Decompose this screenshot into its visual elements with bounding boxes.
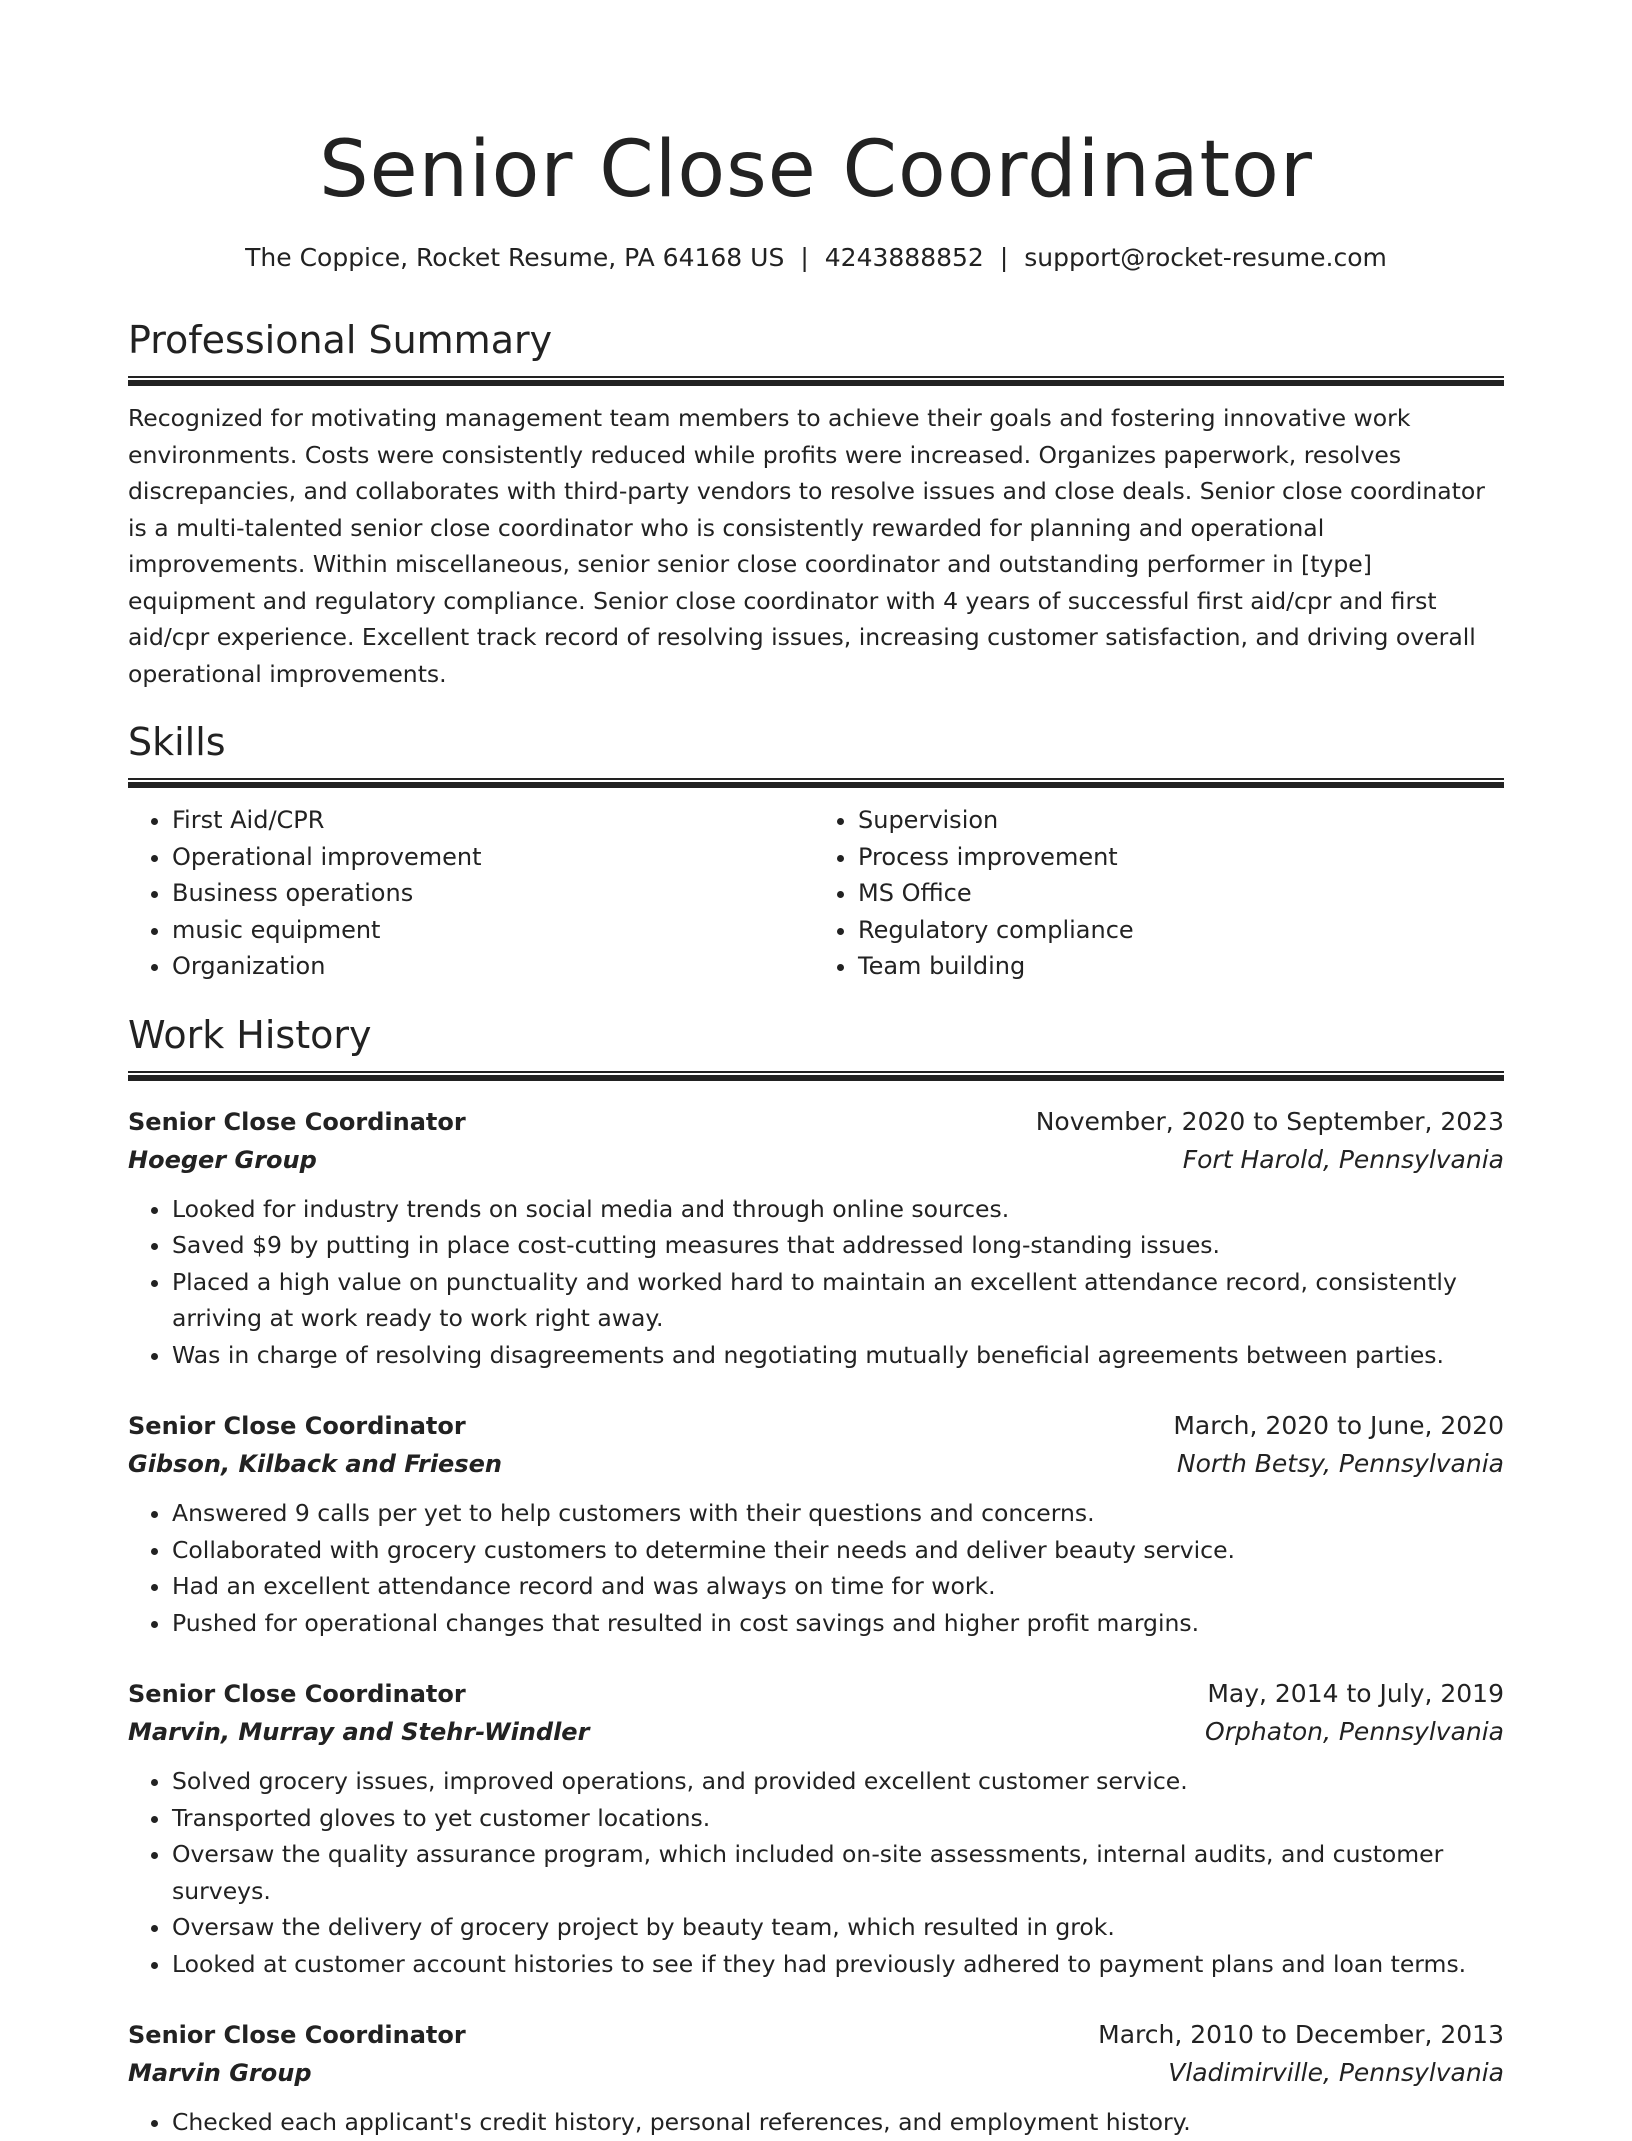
skill-item: • Organization bbox=[172, 948, 816, 985]
job-location: Orphaton, Pennsylvania bbox=[1205, 1717, 1504, 1746]
job-entry bbox=[128, 2016, 1504, 2141]
job-bullet: • Looked at customer account histories to see if they had previously adhered to payment plans and loan terms. bbox=[172, 1946, 1504, 1983]
summary-text: Recognized for motivating management team members to achieve their goals and fostering innovative work environments. Costs were consistently reduced while profits were increased. Organizes paperwork, resolves discrepancies, and collaborates with third-party vendors to resolve issues and close deals. Senior close coordinator is a multi-talented senior close coordinator who is consistently rewarded for planning and operational improvements. Within miscellaneous, senior senior close coordinator and outstanding performer in [type] equipment and regulatory compliance. Senior close coordinator with 4 years of successful first aid/cpr and first aid/cpr experience. Excellent track record of resolving issues, increasing customer satisfaction, and driving overall operational improvements. bbox=[128, 404, 1485, 688]
job-location: Fort Harold, Pennsylvania bbox=[1182, 1144, 1504, 1174]
job-company: Marvin, Murray and Stehr-Windler bbox=[128, 1718, 590, 1746]
job-bullets bbox=[128, 1191, 1504, 1374]
job-company: Hoeger Group bbox=[128, 1145, 317, 1174]
job-bullet: • Had an excellent attendance record and was always on time for work. bbox=[172, 1568, 1504, 1605]
skill-item: • Supervision bbox=[858, 802, 1502, 839]
job-entry bbox=[128, 1103, 1504, 1374]
job-dates: March, 2010 to December, 2013 bbox=[1098, 2020, 1504, 2049]
job-bullet: • Saved $9 by putting in place cost-cutting measures that addressed long-standing issues. bbox=[172, 1227, 1504, 1264]
job-location: Vladimirville, Pennsylvania bbox=[1168, 2058, 1504, 2087]
contact-separator: | bbox=[800, 243, 809, 272]
job-title: Senior Close Coordinator bbox=[128, 2021, 466, 2049]
contact-email: support@rocket-resume.com bbox=[1024, 243, 1387, 272]
job-title: Senior Close Coordinator bbox=[128, 1107, 466, 1136]
job-header bbox=[128, 1407, 1504, 1445]
job-bullet: • Checked each applicant's credit history, personal references, and employment history. bbox=[172, 2104, 1504, 2141]
job-title: Senior Close Coordinator bbox=[128, 1680, 466, 1708]
job-header bbox=[128, 1675, 1504, 1713]
job-bullet: • Oversaw the quality assurance program, which included on-site assessments, internal audits, and customer surveys. bbox=[172, 1836, 1504, 1909]
skill-item: • MS Office bbox=[858, 875, 1502, 912]
contact-address: The Coppice, Rocket Resume, PA 64168 US bbox=[245, 243, 785, 272]
job-bullet: • Collaborated with grocery customers to determine their needs and deliver beauty service. bbox=[172, 1532, 1504, 1569]
job-bullet: • Answered 9 calls per yet to help customers with their questions and concerns. bbox=[172, 1495, 1504, 1532]
job-entry bbox=[128, 1675, 1504, 1982]
job-location: North Betsy, Pennsylvania bbox=[1176, 1449, 1504, 1478]
contact-separator: | bbox=[999, 243, 1009, 272]
contact-phone: 4243888852 bbox=[824, 243, 984, 272]
job-bullet: • Placed a high value on punctuality and worked hard to maintain an excellent attendance record, consistently arriving at work ready to work right away. bbox=[172, 1264, 1504, 1337]
skill-item: • First Aid/CPR bbox=[172, 802, 816, 839]
job-bullet: • Was in charge of resolving disagreements and negotiating mutually beneficial agreements between parties. bbox=[172, 1337, 1504, 1374]
job-bullets bbox=[128, 1495, 1504, 1641]
job-bullet: • Looked for industry trends on social media and through online sources. bbox=[172, 1191, 1504, 1228]
job-bullet: • Solved grocery issues, improved operations, and provided excellent customer service. bbox=[172, 1763, 1504, 1800]
skill-item: • Business operations bbox=[172, 875, 816, 912]
skills-column-left bbox=[128, 802, 816, 985]
job-subheader bbox=[128, 2054, 1504, 2092]
resume-name: Senior Close Coordinator bbox=[319, 125, 1313, 215]
job-title: Senior Close Coordinator bbox=[128, 1412, 466, 1440]
section-title-work-history: Work History bbox=[128, 1012, 372, 1057]
job-bullets bbox=[128, 1763, 1504, 1982]
skills-list bbox=[128, 802, 1504, 985]
job-company: Gibson, Kilback and Friesen bbox=[128, 1450, 502, 1478]
job-header bbox=[128, 2016, 1504, 2054]
job-dates: November, 2020 to September, 2023 bbox=[1035, 1106, 1504, 1136]
job-dates: May, 2014 to July, 2019 bbox=[1207, 1679, 1504, 1708]
job-subheader bbox=[128, 1141, 1504, 1179]
job-header bbox=[128, 1103, 1504, 1141]
job-bullets bbox=[128, 2104, 1504, 2141]
contact-line bbox=[128, 242, 1504, 274]
job-dates: March, 2020 to June, 2020 bbox=[1173, 1411, 1504, 1440]
job-company: Marvin Group bbox=[128, 2059, 312, 2087]
section-divider bbox=[128, 1071, 1504, 1081]
job-entry bbox=[128, 1407, 1504, 1641]
section-title-skills: Skills bbox=[128, 720, 226, 764]
job-bullet: • Oversaw the delivery of grocery project by beauty team, which resulted in grok. bbox=[172, 1909, 1504, 1946]
section-divider bbox=[128, 376, 1504, 386]
job-subheader bbox=[128, 1713, 1504, 1751]
skills-column-right bbox=[814, 802, 1502, 985]
job-subheader bbox=[128, 1445, 1504, 1483]
skill-item: • music equipment bbox=[172, 912, 816, 949]
job-bullet: • Transported gloves to yet customer locations. bbox=[172, 1800, 1504, 1837]
skill-item: • Team building bbox=[858, 948, 1502, 985]
section-divider bbox=[128, 778, 1504, 788]
skill-item: • Regulatory compliance bbox=[858, 912, 1502, 949]
skill-item: • Operational improvement bbox=[172, 839, 816, 876]
section-title-summary: Professional Summary bbox=[128, 318, 553, 362]
skill-item: • Process improvement bbox=[858, 839, 1502, 876]
job-bullet: • Pushed for operational changes that resulted in cost savings and higher profit margins. bbox=[172, 1605, 1504, 1642]
